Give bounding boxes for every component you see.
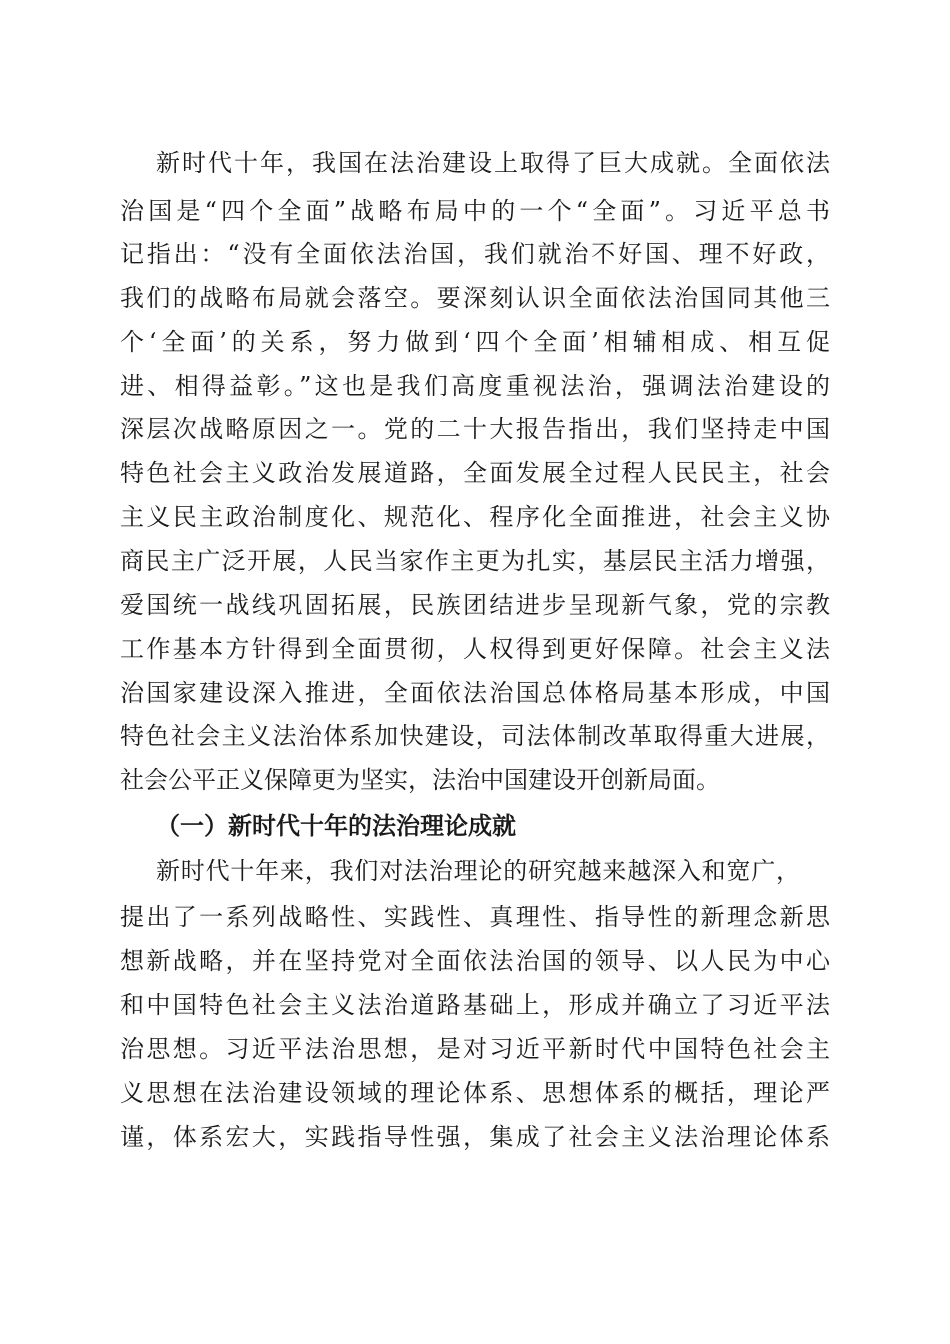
text-line: 我们的战略布局就会落空。要深刻认识全面依法治国同其他三 (120, 284, 830, 312)
text-line: 进、相得益彰。”这也是我们高度重视法治，强调法治建设的 (120, 372, 830, 400)
text-line: 提出了一系列战略性、实践性、真理性、指导性的新理念新思 (120, 903, 830, 931)
text-line: 工作基本方针得到全面贯彻，人权得到更好保障。社会主义法 (120, 635, 830, 663)
text-line: 商民主广泛开展，人民当家作主更为扎实，基层民主活力增强， (120, 547, 830, 575)
text-line: 社会公平正义保障更为坚实，法治中国建设开创新局面。 (120, 766, 720, 794)
text-line: 新时代十年来，我们对法治理论的研究越来越深入和宽广， (156, 857, 800, 885)
text-line: 个‘全面’的关系，努力做到‘四个全面’相辅相成、相互促 (120, 328, 830, 356)
text-line: 治国是“四个全面”战略布局中的一个“全面”。习近平总书 (120, 197, 830, 225)
text-line: 治思想。习近平法治思想，是对习近平新时代中国特色社会主 (120, 1035, 830, 1063)
text-line: 特色社会主义法治体系加快建设，司法体制改革取得重大进展， (120, 722, 830, 750)
text-line: 谨，体系宏大，实践指导性强，集成了社会主义法治理论体系 (120, 1123, 830, 1151)
text-line: 治国家建设深入推进，全面依法治国总体格局基本形成，中国 (120, 679, 830, 707)
text-line: 爱国统一战线巩固拓展，民族团结进步呈现新气象，党的宗教 (120, 591, 830, 619)
text-line: 深层次战略原因之一。党的二十大报告指出，我们坚持走中国 (120, 415, 830, 443)
text-line: 记指出：“没有全面依法治国，我们就治不好国、理不好政， (120, 240, 830, 268)
section-heading: （一）新时代十年的法治理论成就 (156, 811, 516, 840)
text-line: 新时代十年，我国在法治建设上取得了巨大成就。全面依法 (156, 149, 830, 177)
text-line: 和中国特色社会主义法治道路基础上，形成并确立了习近平法 (120, 991, 830, 1019)
text-line: 主义民主政治制度化、规范化、程序化全面推进，社会主义协 (120, 503, 830, 531)
text-line: 想新战略，并在坚持党对全面依法治国的领导、以人民为中心 (120, 947, 830, 975)
text-line: 义思想在法治建设领域的理论体系、思想体系的概括，理论严 (120, 1079, 830, 1107)
text-line: 特色社会主义政治发展道路，全面发展全过程人民民主，社会 (120, 459, 830, 487)
